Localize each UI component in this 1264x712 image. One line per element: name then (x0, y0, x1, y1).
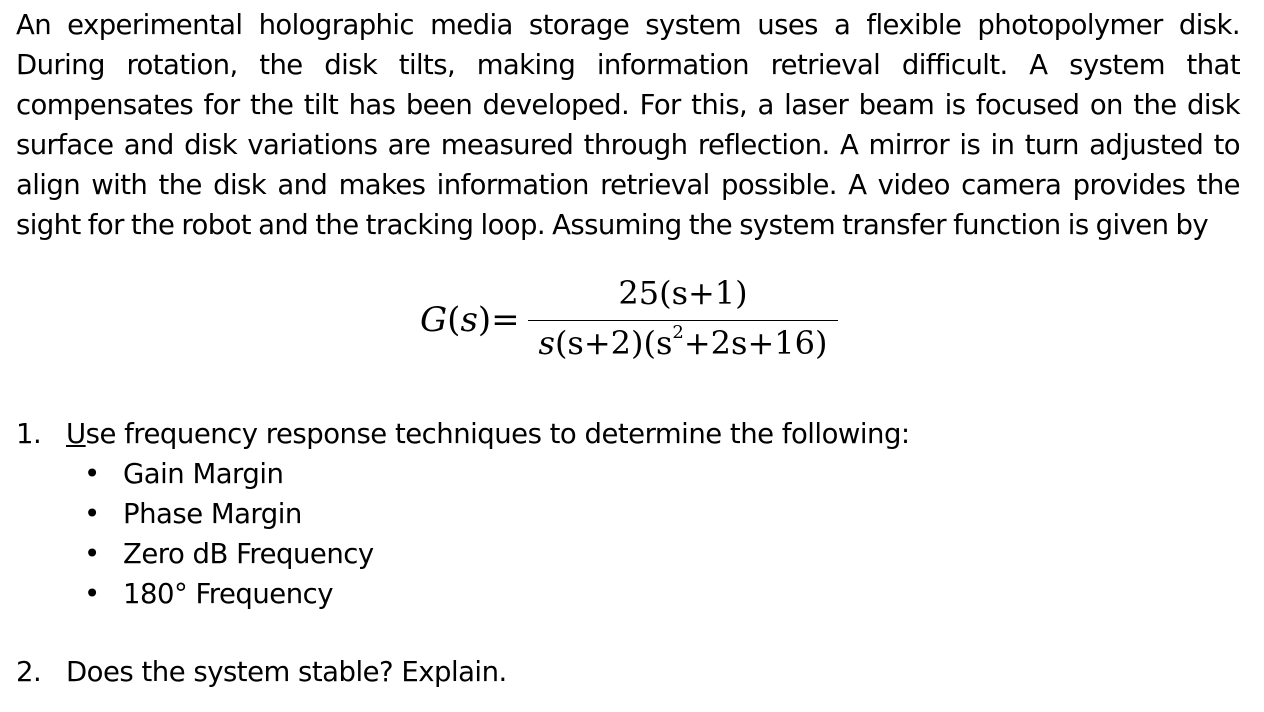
list-item: • Phase Margin (84, 494, 374, 534)
bullet: • (84, 578, 100, 610)
question-1-text: se frequency response techniques to determine the following: (85, 418, 910, 450)
bullet: • (84, 498, 100, 530)
question-1 (16, 414, 910, 454)
list-item: • 180° Frequency (84, 574, 374, 614)
problem-statement: An experimental holographic media storage system uses a flexible photopolymer disk. During rotation, the disk tilts, making information retrieval difficult. A system that compensates for the tilt has been developed. For this, a laser beam is focused on the disk surface and disk variations are measured through reflection. A mirror is in turn adjusted to align with the disk and makes information retrieval possible. A video camera provides the sight for the robot and the tracking loop. Assuming the system transfer function is given by (16, 9, 1240, 241)
question-2 (16, 652, 507, 692)
question-1-first-letter: U (66, 418, 86, 450)
question-2-number: 2. (16, 656, 42, 688)
equation-numerator: 25(s+1) (618, 274, 748, 312)
bullet: • (84, 458, 100, 490)
list-item: • Zero dB Frequency (84, 534, 374, 574)
question-1-items (84, 454, 374, 614)
bullet: • (84, 538, 100, 570)
question-1-number: 1. (16, 418, 42, 450)
fraction-bar (528, 320, 838, 321)
list-item: • Gain Margin (84, 454, 374, 494)
equation-lhs: G(s)= (420, 300, 520, 340)
transfer-function-equation (420, 272, 850, 382)
question-2-text: Does the system stable? Explain. (66, 656, 507, 688)
equation-denominator: $s(s+2)(s^2+2s+16)$ (538, 322, 828, 362)
